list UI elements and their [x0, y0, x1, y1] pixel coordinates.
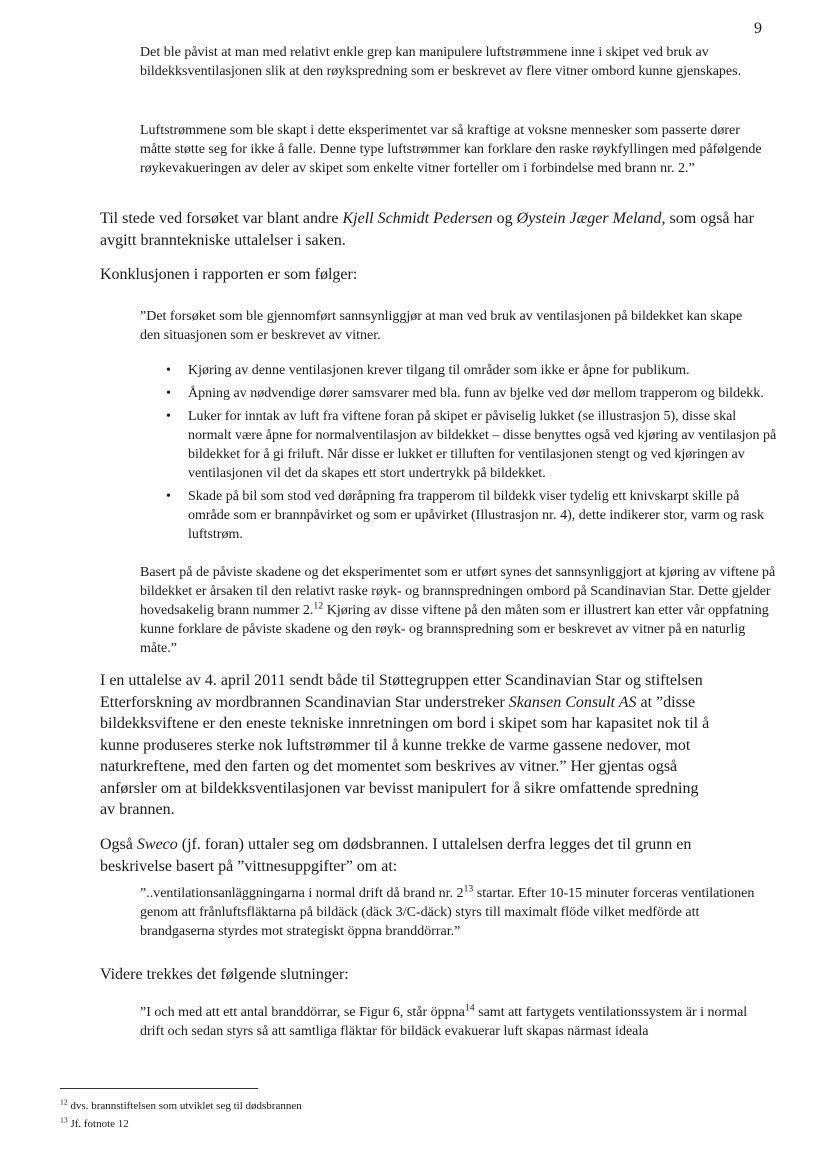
list-item: • Åpning av nødvendige dører samsvarer med bla. funn av bjelke ved dør mellom trapperom og bildekk. [166, 384, 782, 403]
footnote-ref-14: 14 [464, 1002, 475, 1014]
body-paragraph-sweco: Også Sweco (jf. foran) uttaler seg om dødsbrannen. I uttalelsen derfra legges det til grunn en beskrivelse basert på ”vittnesuppgifter” om at: [100, 836, 692, 875]
footnote-12: $^{12}$ dvs. brannstiftelsen som utviklet seg til dødsbrannen [60, 1097, 302, 1112]
organization-name: Skansen Consult AS [508, 693, 637, 711]
person-name: Kjell Schmidt Pedersen [342, 210, 493, 227]
conclusion-bullet-list [166, 361, 782, 548]
quote-paragraph-2: Luftstrømmene som ble skapt i dette eksperimentet var så kraftige at voksne mennesker som passerte dører måtte støtte seg for ikke å falle. Denne type luftstrømmer kan forklare den raske røykfyllingen med påfølgende røykevakueringen av deler av skipet som enkelte vitner forteller om i forbindelse med brann nr. 2.” [140, 123, 762, 176]
organization-name: Sweco [136, 836, 178, 853]
footnote-divider [60, 1088, 258, 1089]
footnote-ref-13: 13 [463, 883, 474, 895]
quote-paragraph-1: Det ble påvist at man med relativt enkle grep kan manipulere luftstrømmene inne i skipet ved bruk av bildekksventilasjonen slik at den røykspredning som er beskrevet av flere vitner ombord kunne gjenskapes. [140, 45, 742, 79]
footnote-13: $^{13}$ Jf. fotnote 12 [60, 1115, 129, 1130]
body-paragraph-skansen: I en uttalelse av 4. april 2011 sendt både til Støttegruppen etter Scandinavian Star og stiftelsen Etterforskning av mordbrannen Scandinavian Star understreker Skansen Consult AS at ”disse bildekksviftene er den eneste tekniske innretningen om bord i skipet som har kapasitet nok til å kunne produseres sterke nok luftstrømmer til å kunne trekke de varme gassene nedover, mot naturkreftene, med den farten og det momentet som beskrives av vitner.” Her gjentas også anførsler om at bildekksventilasjonen var bevisst manipulert for å sikre omfattende spredning av brannen. [100, 672, 710, 818]
list-item: • Skade på bil som stod ved døråpning fra trapperom til bildekk viser tydelig ett knivskarpt skille på område som er brannpåvirket og som er upåvirket (Illustrasjon nr. 4), dette indikerer stor, varm og rask luftstrøm. [166, 487, 782, 544]
page-number: 9 [754, 20, 762, 37]
quote-paragraph-4: Basert på de påviste skadene og det eksperimentet som er utført synes det sannsynliggjort at kjøring av viftene på bildekket er årsaken til den relativt raske røyk- og brannspredningen ombord på Scandinavian Star. Dette gjelder hovedsakelig brann nummer 2.12 Kjøring av disse viftene på den måten som er illustrert kan etter vår oppfatning kunne forklare de påviste skadene og den røyk- og brannspredning som er beskrevet av vitner på en naturlig måte.” [140, 565, 776, 656]
list-item: • Luker for inntak av luft fra viftene foran på skipet er påviselig lukket (se illustrasjon 5), disse skal normalt være åpne for normalventilasjon av bildekket – disse benyttes også ved kjøring av ventilasjon på bildekket for å gi friluft. Når disse er lukket er tilluften for ventilasjonen stengt og ved kjøringen av ventilasjonen vil det da skapes ett stort undertrykk på bildekket. [166, 407, 782, 483]
body-paragraph-conclusions: Videre trekkes det følgende slutninger: [100, 966, 349, 983]
footnote-ref-12: 12 [313, 600, 324, 612]
body-paragraph-present: Til stede ved forsøket var blant andre Kjell Schmidt Pedersen og Øystein Jæger Meland, som også har avgitt branntekniske uttalelser i saken. [100, 210, 754, 249]
person-name: Øystein Jæger Meland [516, 210, 662, 227]
list-item: • Kjøring av denne ventilasjonen krever tilgang til områder som ikke er åpne for publikum. [166, 361, 782, 380]
quote-paragraph-5: ”..ventilationsanläggningarna i normal drift då brand nr. $2^{13}$ startar. Efter 10-15 minuter forceras ventilationen genom att frånluftsfläktarna på bildäck (däck 3/C-däck) styrs till maximalt flöde vilket medförde att brandgaserna styrdes mot strategiskt öppna branddörrar.” [140, 883, 755, 939]
body-paragraph-conclusion-intro: Konklusjonen i rapporten er som følger: [100, 266, 358, 283]
quote-paragraph-3: ”Det forsøket som ble gjennomført sannsynliggjør at man ved bruk av ventilasjonen på bildekket kan skape den situasjonen som er beskrevet av vitner. [140, 309, 743, 343]
quote-paragraph-6: ”I och med att ett antal branddörrar, se Figur 6, står öppna$^{14}$ samt att fartygets ventilationssystem är i normal drift och sedan styrs så att samtliga fläktar för bildäck evakuerar luft skapas närmast ideala [140, 1002, 748, 1039]
